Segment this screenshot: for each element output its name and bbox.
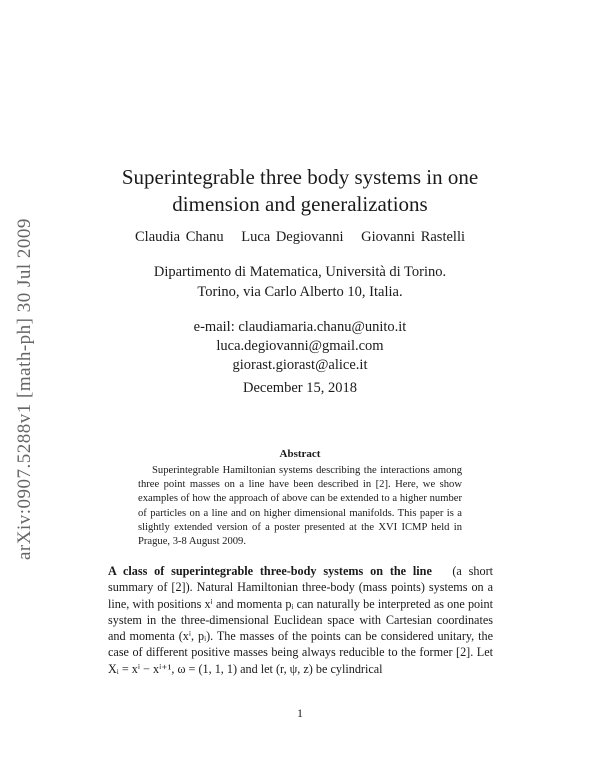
section-paragraph bbox=[108, 563, 493, 677]
arxiv-identifier: arXiv:0907.5288v1 [math-ph] 30 Jul 2009 bbox=[14, 218, 35, 560]
author-list bbox=[0, 229, 600, 246]
email-line-3: giorast.giorast@alice.it bbox=[232, 357, 368, 373]
affiliation-line-1: Dipartimento di Matematica, Università di Torino. bbox=[153, 264, 447, 280]
abstract-heading: Abstract bbox=[279, 448, 321, 460]
title-line-1: Superintegrable three body systems in one bbox=[121, 165, 479, 189]
affiliation-line-2: Torino, via Carlo Alberto 10, Italia. bbox=[197, 284, 403, 300]
email-line-1: e-mail: claudiamaria.chanu@unito.it bbox=[193, 319, 407, 335]
affiliation bbox=[0, 262, 600, 302]
author-name: Giovanni Rastelli bbox=[361, 229, 465, 245]
email-block bbox=[0, 318, 600, 375]
page-number: 1 bbox=[297, 706, 303, 720]
paper-date: December 15, 2018 bbox=[243, 380, 357, 396]
email-line-2: luca.degiovanni@gmail.com bbox=[216, 338, 384, 354]
section-heading: A class of superintegrable three-body systems on the line bbox=[108, 564, 432, 578]
abstract-text: Superintegrable Hamiltonian systems describing the interactions among three point masses on a line have been described in [2]. Here, we show examples of how the approach of above can be extended to a higher number of particles on a line and on higher dimensional manifolds. This paper is a slightly extended version of a poster presented at the XVI ICMP held in Prague, 3-8 August 2009. bbox=[138, 465, 462, 548]
title-line-2: dimension and generalizations bbox=[172, 192, 428, 216]
author-name: Luca Degiovanni bbox=[241, 229, 344, 245]
section-text: (a short summary of [2]). Natural Hamiltonian three-body (mass points) systems on a line, with positions xⁱ and momenta pᵢ can naturally be interpreted as one point system in the three-dimensional Euclidean space with Cartesian coordinates and momenta (xⁱ, pᵢ). The masses of the points can be considered unitary, the case of different positive masses being always reducible to the former [2]. Let Xᵢ = xⁱ − xⁱ⁺¹, ω = (1, 1, 1) and let (r, ψ, z) be cylindrical bbox=[108, 564, 494, 676]
author-name: Claudia Chanu bbox=[135, 229, 224, 245]
paper-title bbox=[0, 164, 600, 218]
